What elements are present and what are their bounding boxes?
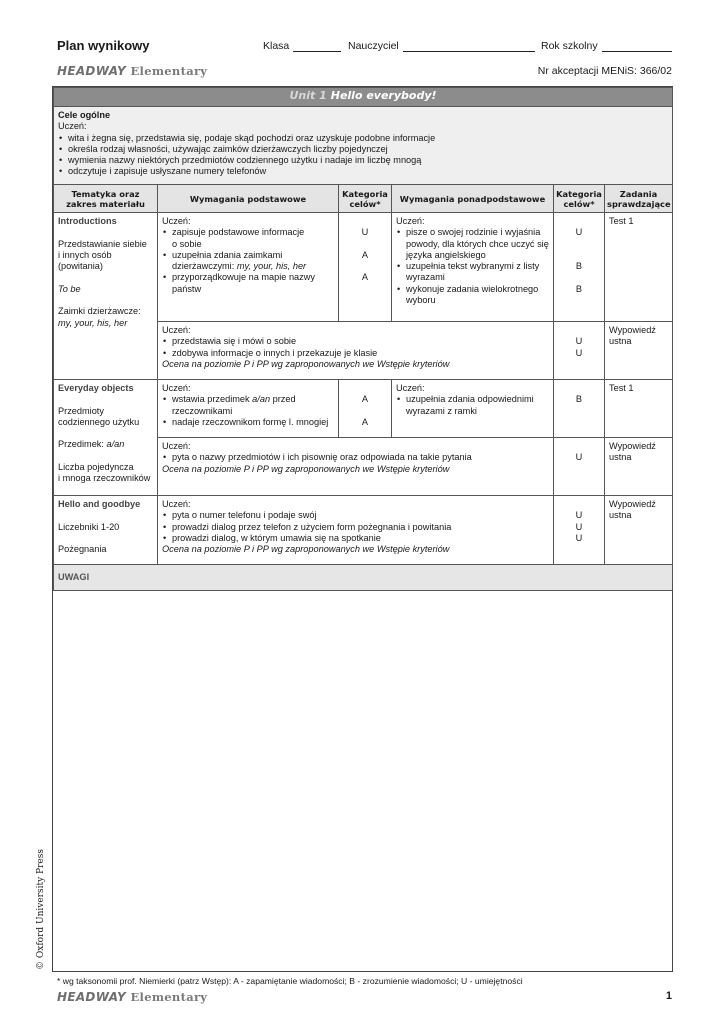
plan-frame — [52, 86, 673, 972]
nauczyciel-field — [348, 40, 535, 52]
hello-oral-list — [162, 510, 549, 544]
list-item: • nadaje rzeczownikom formę l. mnogiej — [162, 417, 334, 428]
objects-topic-line: codziennego użytku — [58, 416, 140, 427]
intro-oral-list — [162, 336, 549, 359]
klasa-label: Klasa — [263, 40, 290, 52]
brand-sub: Elementary — [130, 990, 208, 1004]
cat-value: U — [575, 336, 583, 347]
objects-oral-note: Ocena na poziomie P i PP wg zaproponowanych we Wstępie kryteriów — [162, 463, 450, 474]
task-line: Wypowiedź — [609, 499, 656, 509]
hello-topic-cell — [54, 496, 158, 565]
cat-value: U — [361, 227, 369, 238]
intro-topic-title: Introductions — [58, 216, 117, 226]
akceptacja-number: Nr akceptacji MENiS: 366/02 — [537, 65, 672, 77]
intro-basic-cell — [158, 213, 339, 322]
cat-value: U — [575, 510, 583, 521]
objects-adv-cell — [392, 380, 554, 438]
klasa-field — [263, 40, 341, 52]
col-tasks: Zadania sprawdzające — [605, 185, 673, 213]
objects-basic-list — [162, 394, 334, 428]
unit-header-row — [54, 88, 673, 107]
objects-cat2-cell — [554, 380, 605, 438]
unit-header — [54, 88, 673, 107]
page-title: Plan wynikowy — [57, 38, 150, 53]
intro-topic-cell — [54, 213, 158, 380]
list-item: • wstawia przedimek a/an przed rzeczownikami — [162, 394, 334, 417]
list-item: • uzupełnia zdania zaimkami dzierżawczymi: my, your, his, her — [162, 250, 334, 273]
intro-oral-intro: Uczeń: — [162, 325, 191, 335]
intro-oral-note: Ocena na poziomie P i PP wg zaproponowanych we Wstępie kryteriów — [162, 358, 450, 369]
objects-topic-line: Liczba pojedyncza — [58, 462, 134, 473]
brand-main: HEADWAY — [57, 990, 126, 1004]
goals-intro: Uczeń: — [58, 121, 87, 132]
task-line: ustna — [609, 452, 632, 463]
unit-number: Unit 1 — [289, 89, 327, 102]
list-item: • zdobywa informacje o innych i przekazuje je klasie — [162, 348, 549, 359]
intro-adv-cell — [392, 213, 554, 322]
hello-oral-cell — [158, 496, 554, 565]
unit-title: Hello everybody! — [330, 89, 437, 102]
cat-value: B — [575, 283, 583, 294]
objects-written-row — [54, 380, 673, 438]
objects-basic-intro: Uczeń: — [162, 383, 191, 393]
goals-title: Cele ogólne — [58, 110, 111, 120]
intro-topic-zaimki: Zaimki dzierżawcze: — [58, 306, 141, 317]
cat-value: A — [361, 249, 369, 260]
objects-topic-art: Przedimek: a/an — [58, 439, 125, 450]
objects-adv-list — [396, 394, 549, 417]
brand-main: HEADWAY — [57, 64, 126, 78]
uwagi-header: UWAGI — [54, 565, 673, 591]
hello-topic-title: Hello and goodbye — [58, 499, 141, 509]
objects-topic-line: i mnoga rzeczowników — [58, 473, 151, 484]
task-line: ustna — [609, 510, 632, 521]
intro-cat1-cell — [339, 213, 392, 322]
objects-topic-title: Everyday objects — [58, 383, 134, 393]
rok-label: Rok szkolny — [541, 40, 598, 52]
objects-basic-cell — [158, 380, 339, 438]
list-item: • pisze o swojej rodzinie i wyjaśnia powody, dla których chce uczyć się języka angielskiego — [396, 227, 549, 261]
copyright: © Oxford University Press — [36, 849, 46, 970]
goals-row — [54, 107, 673, 185]
footnote: * wg taksonomii prof. Niemierki (patrz Wstęp): A - zapamiętanie wiadomości; B - zrozumienie wiadomości; U - umiejętności — [57, 976, 523, 986]
task-line: Wypowiedź — [609, 441, 656, 451]
nauczyciel-line — [403, 43, 535, 52]
intro-written-row — [54, 213, 673, 322]
task-line: ustna — [609, 336, 632, 347]
objects-topic-cell — [54, 380, 158, 496]
page-header — [57, 36, 672, 58]
objects-oral-list — [162, 452, 549, 463]
intro-oral-task-cell — [605, 322, 673, 380]
hello-topic-line: Liczebniki 1-20 — [58, 521, 120, 532]
goals-cell — [54, 107, 673, 185]
brand-logo-top — [57, 64, 207, 78]
cat-value: B — [575, 394, 583, 405]
col-basic: Wymagania podstawowe — [158, 185, 339, 213]
intro-adv-list — [396, 227, 549, 306]
intro-topic-zaimki-list: my, your, his, her — [58, 317, 128, 328]
col-cat1: Kategoria celów* — [339, 185, 392, 213]
hello-oral-task-cell — [605, 496, 673, 565]
intro-oral-cell — [158, 322, 554, 380]
intro-basic-list — [162, 227, 334, 295]
col-advanced: Wymagania ponadpodstawowe — [392, 185, 554, 213]
list-item: • uzupełnia zdania odpowiednimi wyrazami z ramki — [396, 394, 549, 417]
intro-task-cell: Test 1 — [605, 213, 673, 322]
list-item: • zapisuje podstawowe informacje o sobie — [162, 227, 334, 250]
intro-topic-tobe: To be — [58, 283, 81, 294]
list-item: • pyta o nazwy przedmiotów i ich pisownię oraz odpowiada na takie pytania — [162, 452, 549, 463]
intro-basic-intro: Uczeń: — [162, 216, 191, 226]
cat-value: U — [575, 347, 583, 358]
cat-value: A — [361, 394, 369, 405]
brand-sub: Elementary — [130, 64, 208, 78]
goal-item: • określa rodzaj własności, używając zaimków dzierżawczych liczby pojedynczej — [58, 144, 668, 155]
intro-topic-line: (powitania) — [58, 261, 103, 272]
list-item: • uzupełnia tekst wybranymi z listy wyrazami — [396, 261, 549, 284]
list-item: • prowadzi dialog, w którym umawia się na spotkanie — [162, 533, 549, 544]
list-item: • pyta o numer telefonu i podaje swój — [162, 510, 549, 521]
objects-oral-cell — [158, 438, 554, 496]
klasa-line — [293, 43, 341, 52]
col-topic: Tematyka oraz zakres materiału — [54, 185, 158, 213]
col-cat2: Kategoria celów* — [554, 185, 605, 213]
cat-value: B — [575, 261, 583, 272]
intro-topic-line: i innych osób — [58, 249, 112, 260]
list-item: • wykonuje zadania wielokrotnego wyboru — [396, 284, 549, 307]
objects-oral-intro: Uczeń: — [162, 441, 191, 451]
goal-item: • wita i żegna się, przedstawia się, podaje skąd pochodzi oraz uzyskuje podobne informacje — [58, 133, 668, 144]
nauczyciel-label: Nauczyciel — [348, 40, 399, 52]
objects-topic-line: Przedmioty — [58, 405, 104, 416]
objects-adv-intro: Uczeń: — [396, 383, 425, 393]
brand-logo-bottom — [57, 990, 207, 1004]
cat-value: U — [575, 227, 583, 238]
hello-row — [54, 496, 673, 565]
intro-adv-intro: Uczeń: — [396, 216, 425, 226]
objects-cat1-cell — [339, 380, 392, 438]
cat-value: U — [575, 452, 583, 463]
page-number: 1 — [665, 990, 672, 1002]
objects-oral-cat-cell — [554, 438, 605, 496]
objects-task-cell: Test 1 — [605, 380, 673, 438]
list-item: • prowadzi dialog przez telefon z użyciem form pożegnania i powitania — [162, 522, 549, 533]
cat-value: A — [361, 416, 369, 427]
cat-value: U — [575, 521, 583, 532]
hello-oral-intro: Uczeń: — [162, 499, 191, 509]
objects-oral-task-cell — [605, 438, 673, 496]
hello-oral-note: Ocena na poziomie P i PP wg zaproponowanych we Wstępie kryteriów — [162, 544, 450, 555]
plan-table — [53, 87, 673, 591]
rok-field — [541, 40, 672, 52]
cat-value: U — [575, 532, 583, 543]
intro-oral-cat-cell — [554, 322, 605, 380]
hello-oral-cat-cell — [554, 496, 605, 565]
list-item: • przedstawia się i mówi o sobie — [162, 336, 549, 347]
uwagi-row — [54, 565, 673, 591]
column-header-row — [54, 185, 673, 213]
goal-item: • odczytuje i zapisuje usłyszane numery telefonów — [58, 166, 668, 177]
intro-cat2-cell — [554, 213, 605, 322]
goal-item: • wymienia nazwy niektórych przedmiotów codziennego użytku i nadaje im liczbę mnogą — [58, 155, 668, 166]
hello-topic-line: Pożegnania — [58, 544, 107, 555]
list-item: • przyporządkowuje na mapie nazwy państw — [162, 272, 334, 295]
cat-value: A — [361, 272, 369, 283]
rok-line — [602, 43, 672, 52]
intro-topic-line: Przedstawianie siebie — [58, 238, 147, 249]
goals-list — [58, 133, 668, 178]
task-line: Wypowiedź — [609, 325, 656, 335]
